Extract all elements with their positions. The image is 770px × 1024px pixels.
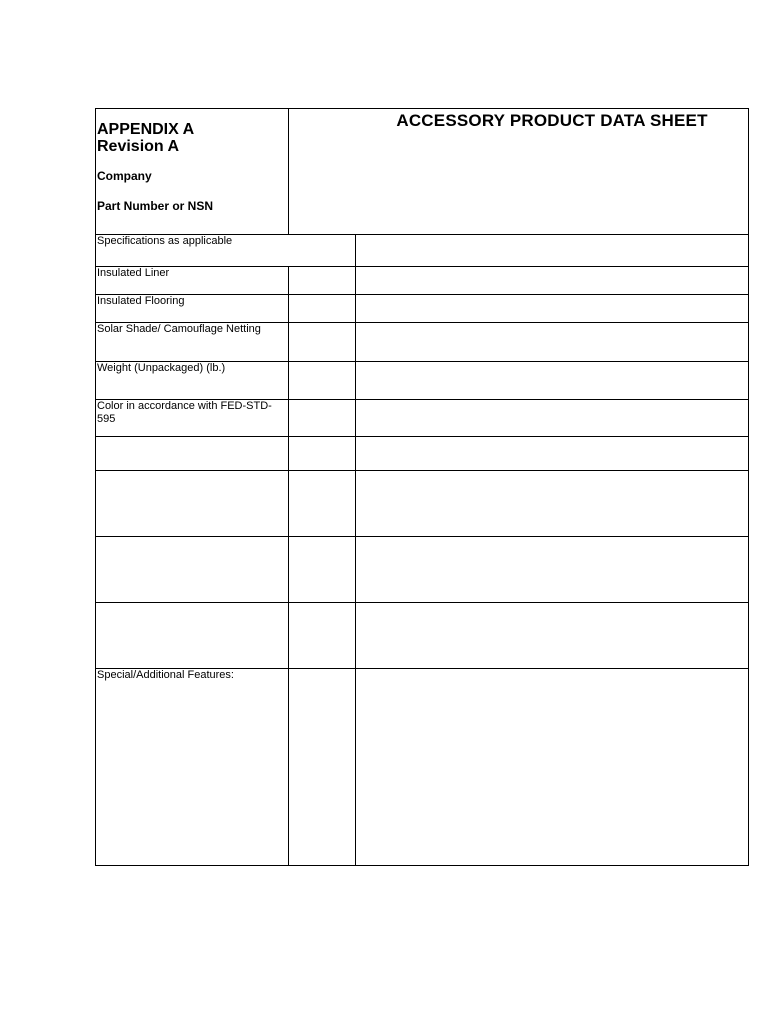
column-divider-1 — [288, 266, 289, 865]
row-label-weight: Weight (Unpackaged) (lb.) — [97, 362, 226, 374]
header-divider — [288, 109, 289, 234]
row-label-special-features: Special/Additional Features: — [97, 669, 234, 681]
row-line — [96, 436, 748, 437]
sheet-title: ACCESSORY PRODUCT DATA SHEET — [396, 111, 708, 130]
row-label-insulated-liner: Insulated Liner — [97, 267, 170, 279]
row-label-specifications: Specifications as applicable — [97, 235, 233, 247]
revision-label: Revision A — [97, 138, 180, 155]
appendix-heading — [97, 121, 194, 155]
row-line — [96, 536, 748, 537]
appendix-label: APPENDIX A — [97, 121, 195, 138]
part-number-label: Part Number or NSN — [97, 199, 214, 213]
column-divider-2 — [355, 266, 356, 865]
row-line — [96, 602, 748, 603]
row-line — [96, 470, 748, 471]
data-sheet-table — [95, 108, 749, 866]
spec-divider — [355, 234, 356, 266]
row-label-insulated-flooring: Insulated Flooring — [97, 295, 185, 307]
company-label: Company — [97, 169, 152, 183]
row-label-solar-shade: Solar Shade/ Camouflage Netting — [97, 323, 261, 335]
row-label-color: Color in accordance with FED-STD-595 — [97, 400, 272, 425]
